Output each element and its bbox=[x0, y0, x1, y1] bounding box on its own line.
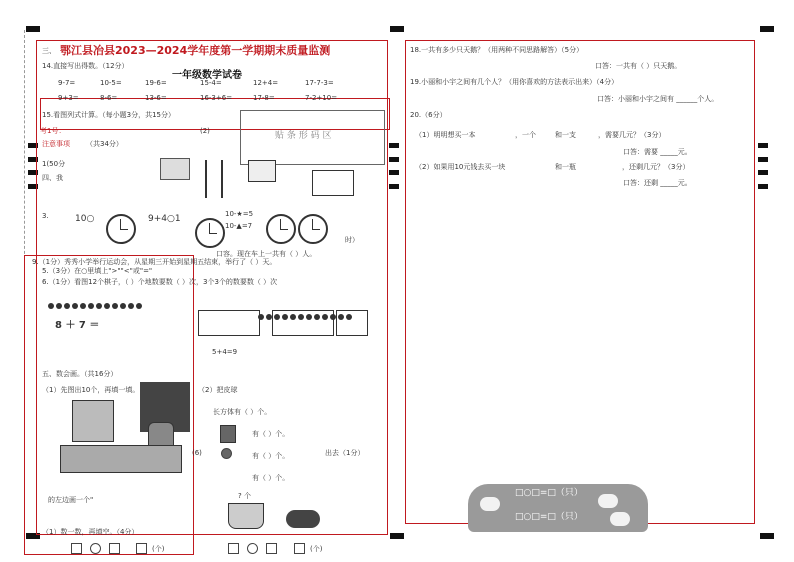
calc-item: 16-3+6= bbox=[200, 94, 233, 102]
compare-d: 10-▲=7 bbox=[225, 222, 253, 230]
answer-box[interactable] bbox=[71, 543, 82, 554]
question-19: 19.小丽和小宇之间有几个人？（用你喜欢的方法表示出来）（4分） bbox=[410, 78, 619, 86]
calc-item: 9-7= bbox=[58, 79, 76, 87]
question-20-2: （2）如果用10元钱去买一块 bbox=[415, 163, 506, 171]
ball-count: 有（ ）个。 bbox=[252, 452, 290, 460]
side-mark bbox=[389, 143, 399, 148]
answer-20-2: 口答：还剩 _____元。 bbox=[623, 179, 692, 187]
ball-icon bbox=[221, 448, 232, 459]
question-6: 6.（1分）看图12个棋子，（ ）个地数要数（ ）次，3个3个的数要数（ ）次 bbox=[42, 278, 278, 286]
seat-label: 考1号： bbox=[40, 127, 66, 135]
rect-count: 长方体有（ ）个。 bbox=[213, 408, 272, 416]
clock-face bbox=[195, 218, 225, 248]
calc-item: 17-8= bbox=[253, 94, 275, 102]
ball-count-2: 有（ ）个。 bbox=[252, 474, 290, 482]
dots-row bbox=[48, 294, 144, 313]
scene-equation: □○□=□（只） bbox=[515, 512, 583, 522]
calc-item: 19-6= bbox=[145, 79, 167, 87]
barcode-label: 贴 条 形 码 区 bbox=[275, 131, 332, 141]
clock-face bbox=[106, 214, 136, 244]
cylinder-count: 有（ ）个。 bbox=[252, 430, 290, 438]
side-mark bbox=[758, 184, 768, 189]
side-mark bbox=[758, 143, 768, 148]
side-mark bbox=[758, 157, 768, 162]
item-three: 3. bbox=[42, 212, 49, 220]
item-four: 四、我 bbox=[42, 174, 63, 182]
side-mark bbox=[389, 157, 399, 162]
swan-icon bbox=[598, 494, 618, 508]
question-20-2c: ，还剩几元？（3分） bbox=[622, 163, 690, 171]
calc-item: 10-5= bbox=[100, 79, 122, 87]
swan-icon bbox=[480, 497, 500, 511]
cube-stack bbox=[248, 160, 276, 182]
compare-a: 10○ bbox=[75, 214, 95, 224]
corner-mark bbox=[390, 533, 404, 539]
basket-image bbox=[228, 503, 264, 529]
question-20-1d: ，需要几元？（3分） bbox=[598, 131, 666, 139]
picture-box bbox=[160, 158, 190, 180]
exam-title: 鄂江县冶县2023—2024学年度第一学期期末质量监测 bbox=[60, 44, 331, 57]
question-15: 15.看图列式计算。（每小题3分，共15分） bbox=[42, 111, 175, 119]
time-label: 时） bbox=[345, 236, 359, 244]
question-15-num: (2) bbox=[200, 127, 210, 135]
bus-question: 口容。现在车上一共有（ ）人。 bbox=[216, 250, 317, 258]
exam-subtitle: 一年级数学试卷 bbox=[172, 70, 242, 81]
question-20-1b: ，一个 bbox=[515, 131, 536, 139]
side-mark bbox=[758, 170, 768, 175]
section-heading: 三、 bbox=[42, 47, 56, 55]
bottom-question: （1）数一数，再填空。（4分） bbox=[42, 528, 139, 536]
side-mark bbox=[389, 170, 399, 175]
corner-mark bbox=[760, 533, 774, 539]
question-18: 18.一共有多少只天鹅？（用两种不同思路解答）（5分） bbox=[410, 46, 584, 54]
calc-item: 9+3= bbox=[58, 94, 79, 102]
question-20: 20.（6分） bbox=[410, 111, 447, 119]
house-shapes bbox=[336, 310, 368, 336]
cube-tower bbox=[72, 400, 114, 442]
notice-label: 注意事项 bbox=[42, 140, 70, 148]
calc-item: 15-4= bbox=[200, 79, 222, 87]
answer-box[interactable] bbox=[109, 543, 120, 554]
corner-mark bbox=[390, 26, 404, 32]
clock-face bbox=[298, 214, 328, 244]
question-20-1c: 和一支 bbox=[555, 131, 576, 139]
question-14: 14.直接写出得数。（12分） bbox=[42, 62, 129, 70]
count-label: (6) bbox=[192, 449, 202, 457]
corner-mark bbox=[26, 26, 40, 32]
question-20-1: （1）明明想买一本 bbox=[415, 131, 476, 139]
question-12a: （1）先图出10个，再填一填。 bbox=[42, 386, 140, 394]
calc-item: 13-6= bbox=[145, 94, 167, 102]
calc-item: 7-2+10= bbox=[305, 94, 338, 102]
answer-box[interactable] bbox=[294, 543, 305, 554]
operator-circle[interactable] bbox=[90, 543, 101, 554]
sum-expression: 8 ＋ 7 ＝ bbox=[55, 320, 100, 331]
out-label: 出去（1分） bbox=[325, 449, 365, 457]
answer-20-1: 口答：需要 _____元。 bbox=[623, 148, 692, 156]
calc-item: 8-6= bbox=[100, 94, 118, 102]
answer-18: 口答：一共有（ ）只天鹅。 bbox=[595, 62, 682, 70]
score-note: （共34分） bbox=[86, 140, 123, 148]
swan-icon bbox=[610, 512, 630, 526]
item-one: 1(50分 bbox=[42, 160, 66, 168]
answer-box[interactable] bbox=[136, 543, 147, 554]
answer-box[interactable] bbox=[228, 543, 239, 554]
unit-label: (个) bbox=[152, 545, 165, 553]
balls-image bbox=[286, 510, 320, 528]
answer-19: 口答：小丽和小宇之间有 ______个人。 bbox=[597, 95, 719, 103]
side-mark bbox=[389, 184, 399, 189]
compare-c: 10-★=5 bbox=[225, 210, 254, 218]
fill-expression: 5+4=9 bbox=[212, 348, 238, 356]
answer-box[interactable] bbox=[266, 543, 277, 554]
block-pile bbox=[60, 445, 182, 473]
abacus bbox=[312, 170, 354, 196]
question-12b: （2）把皮球 bbox=[198, 386, 238, 394]
right-page-frame bbox=[405, 40, 755, 524]
unit-label: (个) bbox=[310, 545, 323, 553]
section-five: 五、数会画。（共16分） bbox=[42, 370, 118, 378]
cylinder-icon bbox=[220, 425, 236, 443]
question-20-2b: 和一瓶 bbox=[555, 163, 576, 171]
house-shapes bbox=[272, 310, 334, 336]
seven-label: ? 个 bbox=[238, 492, 251, 500]
corner-mark bbox=[760, 26, 774, 32]
question-5: 5.（3分）在○里填上">""<"或"=" bbox=[42, 267, 153, 275]
scene-equation: □○□=□（只） bbox=[515, 488, 583, 498]
question-9: 9.（1分）秀秀小学举行运动会，从星期三开始到星期五结束，举行了（ ）天。 bbox=[32, 258, 277, 266]
house-shapes bbox=[198, 310, 260, 336]
operator-circle[interactable] bbox=[247, 543, 258, 554]
bead-counter bbox=[205, 160, 223, 198]
left-side-hint: 的左边画一个" bbox=[48, 496, 94, 504]
calc-item: 12+4= bbox=[253, 79, 279, 87]
clock-face bbox=[266, 214, 296, 244]
compare-b: 9+4○1 bbox=[148, 214, 181, 224]
calc-item: 17-7-3= bbox=[305, 79, 334, 87]
